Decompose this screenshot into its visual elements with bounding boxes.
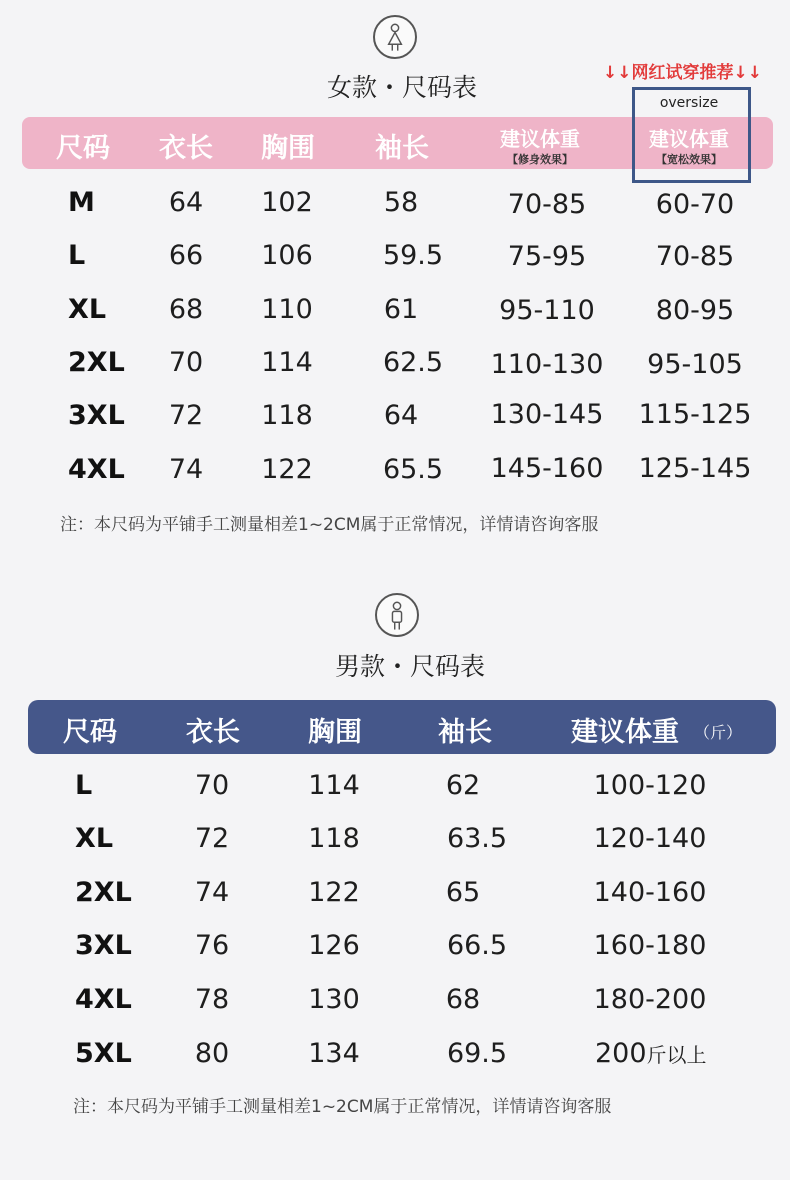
- woman-figure-icon: [373, 15, 417, 59]
- table-cell-length: 70: [194, 770, 230, 801]
- influencer-recommend-label: ↓↓网红试穿推荐↓↓: [603, 63, 762, 83]
- women-header-weight-fit-sub: 【修身效果】: [507, 153, 573, 166]
- table-cell-size: XL: [75, 823, 114, 854]
- table-cell-length: 70: [168, 347, 204, 378]
- women-header-weight-fit: 建议体重: [500, 127, 580, 151]
- table-cell-sleeve: 64: [383, 400, 419, 431]
- table-cell-weight-fit: 110-130: [490, 349, 604, 380]
- weight-value: 200: [595, 1038, 647, 1069]
- table-cell-chest: 114: [308, 770, 360, 801]
- table-cell-length: 76: [194, 930, 230, 961]
- table-cell-size: M: [68, 187, 95, 218]
- table-cell-size: 4XL: [75, 984, 132, 1015]
- table-cell-weight: 120-140: [593, 823, 707, 854]
- men-size-chart-title: 男款・尺码表: [334, 652, 486, 681]
- table-cell-length: 72: [194, 823, 230, 854]
- table-cell-size: 3XL: [68, 400, 125, 431]
- table-cell-weight-loose: 80-95: [655, 295, 735, 326]
- table-cell-chest: 118: [261, 400, 313, 431]
- table-cell-weight: 180-200: [593, 984, 707, 1015]
- table-cell-sleeve: 59.5: [382, 240, 444, 271]
- women-header-weight-loose-sub: 【宽松效果】: [656, 153, 722, 166]
- table-cell-size: XL: [68, 294, 107, 325]
- table-cell-size: L: [68, 240, 86, 271]
- table-cell-weight: 160-180: [593, 930, 707, 961]
- table-cell-length: 64: [168, 187, 204, 218]
- table-cell-length: 74: [168, 454, 204, 485]
- table-cell-weight-loose: 115-125: [638, 399, 752, 430]
- table-cell-weight: 140-160: [593, 877, 707, 908]
- table-cell-weight-loose: 60-70: [655, 189, 735, 220]
- table-cell-size: 4XL: [68, 454, 125, 485]
- women-size-chart-title: 女款・尺码表: [326, 73, 478, 102]
- table-cell-weight: 100-120: [593, 770, 707, 801]
- women-header-size: 尺码: [56, 133, 110, 164]
- men-header-sleeve: 袖长: [438, 717, 492, 748]
- table-cell-sleeve: 68: [445, 984, 481, 1015]
- table-cell-sleeve: 65.5: [382, 454, 444, 485]
- table-cell-sleeve: 61: [383, 294, 419, 325]
- table-cell-weight: [595, 1038, 707, 1069]
- women-header-length: 衣长: [159, 133, 213, 164]
- men-header-chest: 胸围: [308, 717, 362, 748]
- table-cell-sleeve: 69.5: [446, 1038, 508, 1069]
- table-cell-size: 5XL: [75, 1038, 132, 1069]
- table-cell-sleeve: 62.5: [382, 347, 444, 378]
- man-figure-icon: [375, 593, 419, 637]
- women-size-note: 注：本尺码为平铺手工测量相差1~2CM属于正常情况，详情请咨询客服: [60, 515, 599, 535]
- table-cell-weight-fit: 95-110: [499, 295, 595, 326]
- table-cell-chest: 114: [261, 347, 313, 378]
- table-cell-length: 72: [168, 400, 204, 431]
- table-cell-chest: 118: [308, 823, 360, 854]
- table-cell-size: 2XL: [68, 347, 125, 378]
- table-cell-weight-fit: 75-95: [507, 241, 587, 272]
- table-cell-length: 68: [168, 294, 204, 325]
- table-cell-weight-fit: 130-145: [490, 399, 604, 430]
- men-header-size: 尺码: [63, 717, 117, 748]
- table-cell-chest: 130: [308, 984, 360, 1015]
- table-cell-sleeve: 62: [445, 770, 481, 801]
- women-header-weight-loose: 建议体重: [649, 127, 729, 151]
- table-cell-length: 66: [168, 240, 204, 271]
- table-cell-length: 80: [194, 1038, 230, 1069]
- table-cell-chest: 126: [308, 930, 360, 961]
- table-cell-length: 74: [194, 877, 230, 908]
- women-header-sleeve: 袖长: [375, 133, 429, 164]
- table-cell-chest: 122: [308, 877, 360, 908]
- table-cell-chest: 122: [261, 454, 313, 485]
- table-cell-sleeve: 63.5: [446, 823, 508, 854]
- table-cell-sleeve: 66.5: [446, 930, 508, 961]
- table-cell-chest: 102: [261, 187, 313, 218]
- table-cell-weight-loose: 125-145: [638, 453, 752, 484]
- men-size-note: 注：本尺码为平铺手工测量相差1~2CM属于正常情况，详情请咨询客服: [73, 1097, 612, 1117]
- table-cell-weight-loose: 95-105: [647, 349, 743, 380]
- table-cell-size: 3XL: [75, 930, 132, 961]
- table-cell-chest: 134: [308, 1038, 360, 1069]
- women-header-chest: 胸围: [261, 133, 315, 164]
- table-cell-weight-fit: 70-85: [507, 189, 587, 220]
- men-header-length: 衣长: [186, 717, 240, 748]
- weight-suffix: 斤以上: [646, 1043, 707, 1067]
- table-cell-length: 78: [194, 984, 230, 1015]
- table-cell-chest: 106: [261, 240, 313, 271]
- table-cell-weight-loose: 70-85: [655, 241, 735, 272]
- men-header-weight: 建议体重: [571, 717, 679, 748]
- table-cell-size: L: [75, 770, 93, 801]
- men-header-weight-unit: （斤）: [693, 723, 743, 742]
- oversize-label: oversize: [659, 95, 719, 111]
- table-cell-size: 2XL: [75, 877, 132, 908]
- table-cell-sleeve: 58: [383, 187, 419, 218]
- table-cell-weight-fit: 145-160: [490, 453, 604, 484]
- table-cell-sleeve: 65: [445, 877, 481, 908]
- table-cell-chest: 110: [261, 294, 313, 325]
